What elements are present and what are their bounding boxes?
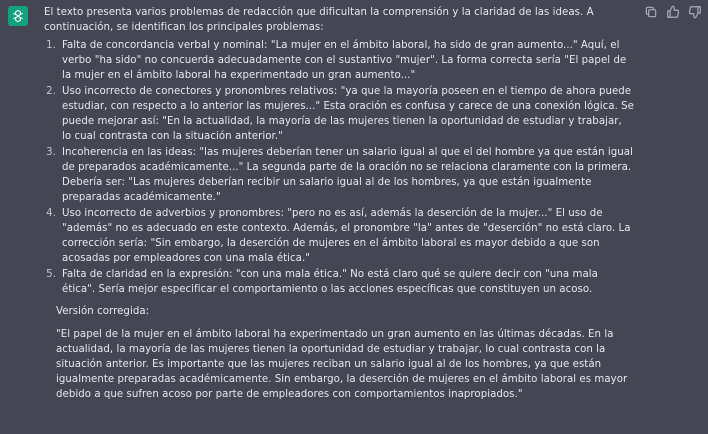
list-item-text: Incoherencia en las ideas: "las mujeres deberían tener un salario igual al que el del hombre ya que están igual de preparados académicamente..." La segunda parte de la oración no se relaciona claramente con la primera. Debería ser: "Las mujeres deberían recibir un salario igual al de los hombres, ya que están igualmente preparadas académicamente." (62, 147, 633, 203)
list-number: 1. (46, 40, 56, 51)
list-item (44, 145, 634, 205)
thumbs-up-icon[interactable] (666, 5, 680, 19)
assistant-message (44, 5, 634, 402)
list-item-text: Uso incorrecto de adverbios y pronombres: "pero no es así, además la deserción de la mujer..." El uso de "además" no es adecuado en este contexto. Además, el pronombre "la" antes de "deserción" no está claro. La corrección sería: "Sin embargo, la deserción de mujeres en el ámbito laboral es mayor debido a que son acosadas por empleadores con una mala ética." (62, 208, 631, 264)
message-toolbar (644, 5, 702, 19)
list-number: 5. (46, 269, 56, 280)
problem-list (44, 38, 634, 297)
corrected-text: "El papel de la mujer en el ámbito laboral ha experimentado un gran aumento en las últimas décadas. En la actualidad, la mayoría de las mujeres tienen la oportunidad de estudiar y trabajar, lo cual contrasta con la situación anterior. Es importante que las mujeres reciban un salario igual al de los hombres, ya que están igualmente preparadas académicamente. Sin embargo, la deserción de mujeres en el ámbito laboral es mayor debido a que sufren acoso por parte de empleadores con comportamientos inapropiados." (56, 329, 628, 400)
list-item (44, 206, 634, 266)
list-item-text: Falta de concordancia verbal y nominal: "La mujer en el ámbito laboral, ha sido de gran aumento..." Aquí, el verbo "ha sido" no concuerda adecuadamente con el sustantivo "mujer". La forma correcta sería "El papel de la mujer en el ámbito laboral ha experimentado un gran aumento..." (62, 40, 627, 81)
list-item (44, 38, 634, 83)
list-item (44, 84, 634, 144)
list-number: 3. (46, 147, 56, 158)
list-number: 4. (46, 208, 56, 219)
message-intro: El texto presenta varios problemas de redacción que dificultan la comprensión y la claridad de las ideas. A continuación, se identifican los principales problemas: (44, 7, 594, 33)
list-number: 2. (46, 86, 56, 97)
thumbs-down-icon[interactable] (688, 5, 702, 19)
copy-icon[interactable] (644, 5, 658, 19)
list-item-text: Uso incorrecto de conectores y pronombres relativos: "ya que la mayoría poseen en el tiempo de ahora puede estudiar, con respecto a lo anterior las mujeres..." Esta oración es confusa y carece de una conexión lógica. Se puede mejorar así: "En la actualidad, la mayoría de las mujeres tienen la oportunidad de estudiar y trabajar, lo cual contrasta con la situación anterior." (62, 86, 634, 142)
openai-logo-icon (11, 9, 25, 23)
list-item (44, 267, 634, 297)
list-item-text: Falta de claridad en la expresión: "con una mala ética." No está claro qué se quiere decir con "una mala ética". Sería mejor especificar el comportamiento o las acciones específicas que constituyen un acoso. (62, 269, 598, 295)
assistant-avatar (8, 6, 28, 26)
corrected-version-label: Versión corregida: (56, 306, 150, 317)
